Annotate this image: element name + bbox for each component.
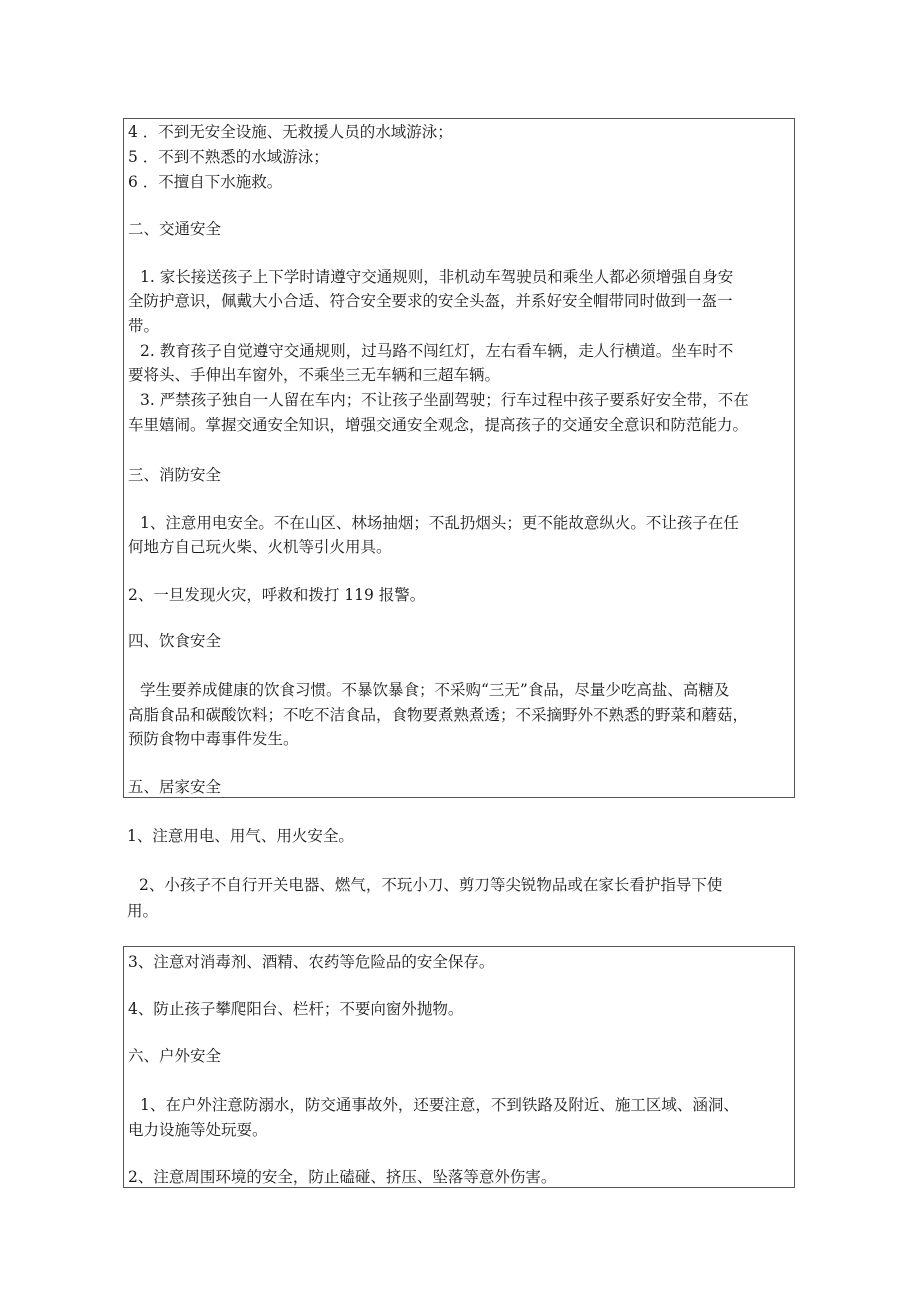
notice-table-section-2 [123,946,795,1188]
fire-line: 何地方自己玩火柴、火机等引火用具。 [128,538,392,556]
outdoor-line: 1、在户外注意防溺水，防交通事故外，还要注意，不到铁路及附近、施工区域、涵洞、 [140,1096,739,1114]
home-item-2-line: 用。 [127,902,159,920]
home-item-1: 1、注意用电、用气、用火安全。 [127,827,354,845]
water-item-4: 4 ．不到无安全设施、无救援人员的水域游泳； [128,123,453,141]
outdoor-line: 电力设施等处玩耍。 [128,1121,268,1139]
fire-alarm: 2、一旦发现火灾，呼救和拨打 119 报警。 [128,586,426,604]
home-item-4: 4、防止孩子攀爬阳台、栏杆；不要向窗外抛物。 [128,1000,464,1018]
fire-line: 1、注意用电安全。不在山区、林场抽烟；不乱扔烟头；更不能故意纵火。不让孩子在任 [140,514,739,532]
water-item-6: 6 ．不擅自下水施救。 [128,173,283,191]
food-heading: 四、饮食安全 [128,632,222,650]
outdoor-item-2: 2、注意周围环境的安全，防止磕碰、挤压、坠落等意外伤害。 [128,1168,557,1186]
water-item-5: 5 ．不到不熟悉的水域游泳； [128,148,329,166]
home-item-3: 3、注意对消毒剂、酒精、农药等危险品的安全保存。 [128,953,495,971]
home-heading: 五、居家安全 [128,778,222,796]
traffic-line: 带。 [128,317,160,335]
traffic-line: 1. 家长接送孩子上下学时请遵守交通规则，非机动车驾驶员和乘坐人都必须增强自身安 [140,268,734,286]
fire-heading: 三、消防安全 [128,466,222,484]
food-line: 高脂食品和碳酸饮料；不吃不洁食品，食物要煮熟煮透；不采摘野外不熟悉的野菜和蘑菇， [128,706,749,724]
traffic-line: 2. 教育孩子自觉遵守交通规则，过马路不闯红灯，左右看车辆，走人行横道。坐车时不 [140,342,734,360]
home-item-2-line: 2、小孩子不自行开关电器、燃气，不玩小刀、剪刀等尖锐物品或在家长看护指导下使 [139,876,723,894]
food-line: 学生要养成健康的饮食习惯。不暴饮暴食；不采购“三无”食品，尽量少吃高盐、高糖及 [140,681,730,699]
food-line: 预防食物中毒事件发生。 [128,730,299,748]
traffic-line: 3. 严禁孩子独自一人留在车内；不让孩子坐副驾驶；行车过程中孩子要系好安全带，不在 [140,391,749,409]
traffic-heading: 二、交通安全 [128,220,222,238]
notice-table-section-1 [123,118,795,798]
traffic-line: 要将头、手伸出车窗外，不乘坐三无车辆和三超车辆。 [128,366,501,384]
traffic-line: 车里嬉闹。掌握交通安全知识，增强交通安全观念，提高孩子的交通安全意识和防范能力。 [128,416,749,434]
traffic-line: 全防护意识，佩戴大小合适、符合安全要求的安全头盔，并系好安全帽带同时做到一盔一 [128,292,733,310]
outdoor-heading: 六、户外安全 [128,1047,222,1065]
